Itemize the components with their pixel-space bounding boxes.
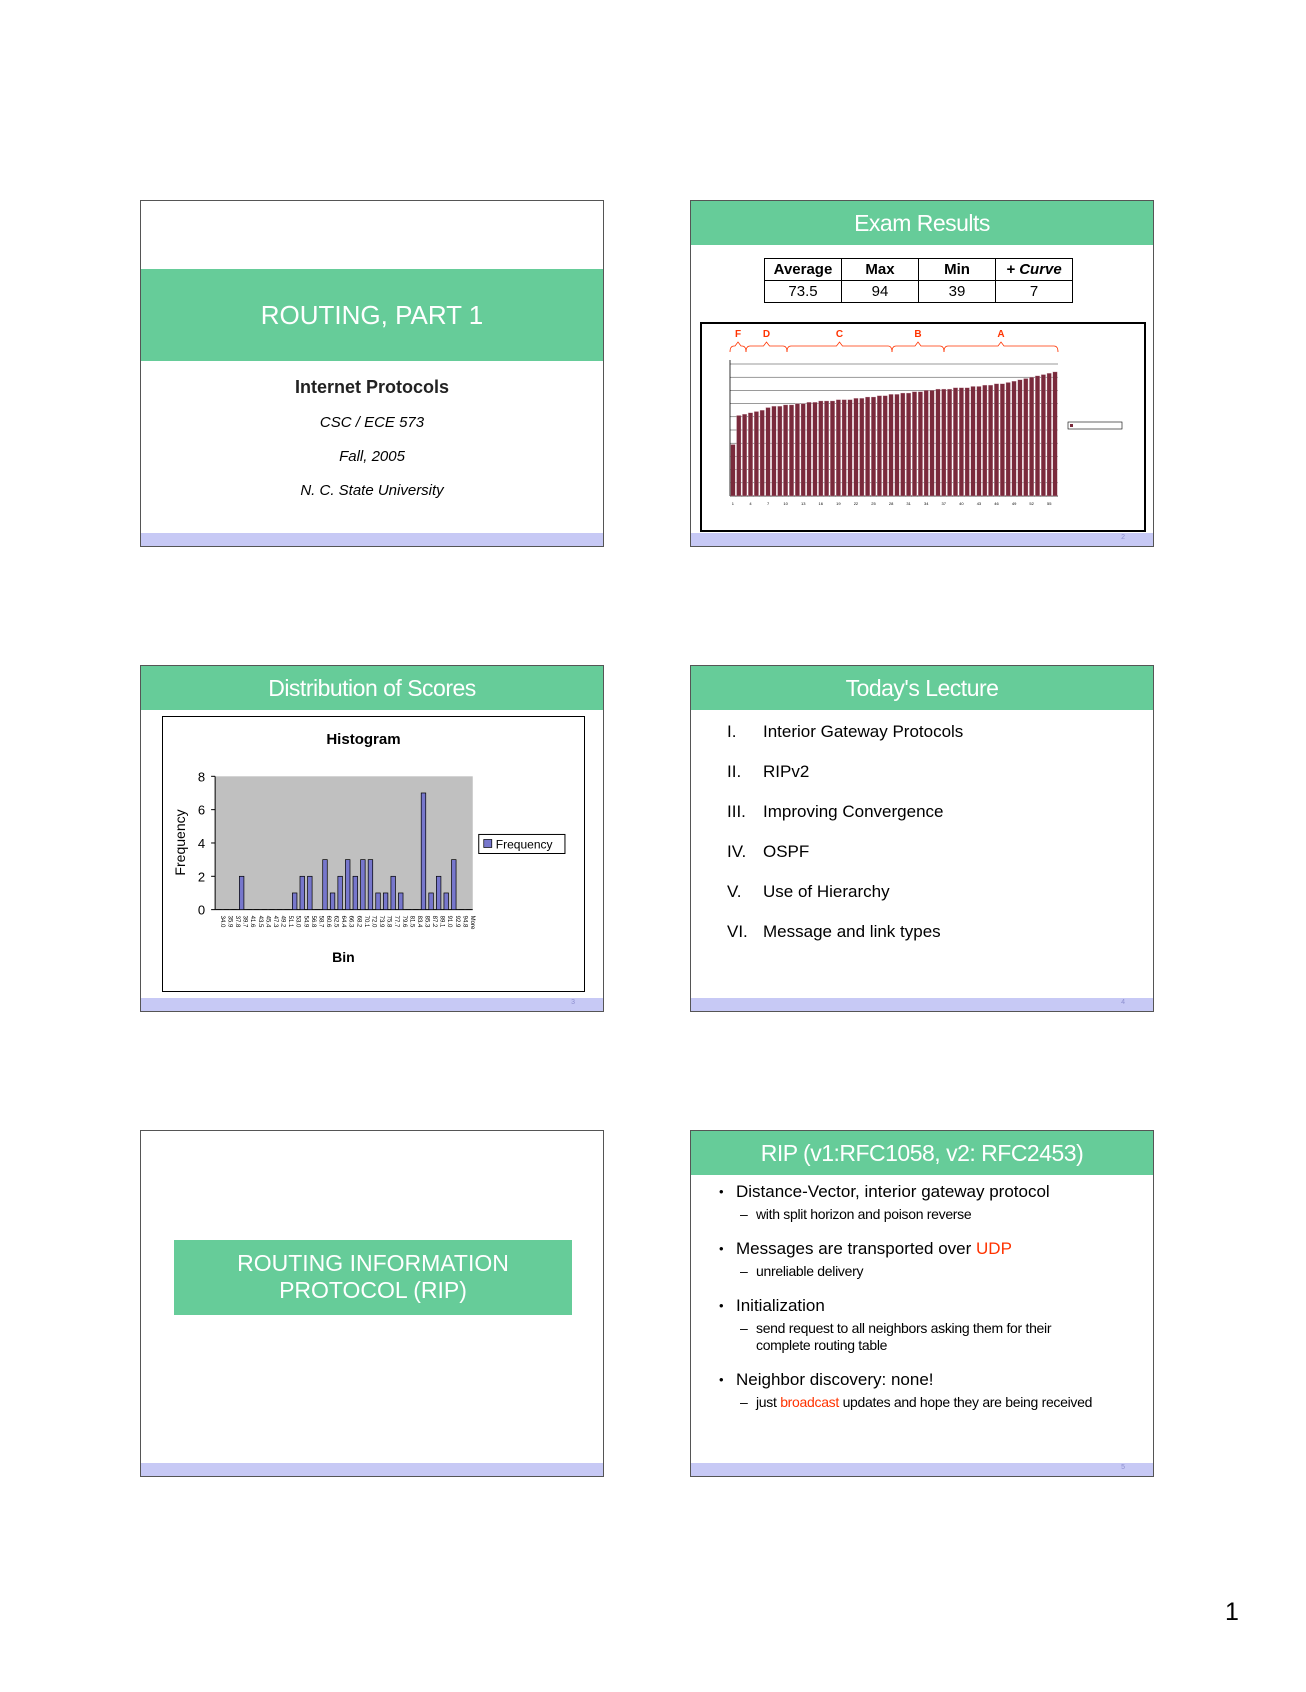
grade-label: C <box>835 329 844 340</box>
plot-area <box>215 776 473 909</box>
bullet-initialization: • Initialization <box>719 1295 1143 1317</box>
x-axis-label: Bin <box>332 948 355 965</box>
slide-footer <box>691 533 1153 546</box>
x-tick-label: 34.0 <box>218 915 225 928</box>
bullet-list <box>719 1181 1143 1411</box>
grade-label: A <box>997 329 1005 340</box>
grade-bracket <box>787 342 892 352</box>
histogram-bar <box>398 893 403 910</box>
x-tick-label: 91.0 <box>446 915 453 928</box>
x-tick-label: 92.9 <box>453 915 460 928</box>
score-bar <box>836 400 840 496</box>
slide-number: 4 <box>1121 999 1125 1006</box>
x-tick-label: 73.9 <box>378 915 385 928</box>
y-tick-label: 2 <box>197 869 206 885</box>
x-tick-label: 37.8 <box>234 915 241 928</box>
score-bar <box>953 388 957 496</box>
x-tick-label: 66.3 <box>347 915 354 928</box>
score-bar <box>778 406 782 496</box>
x-tick-label: 28 <box>888 501 894 506</box>
histogram-bar <box>376 893 381 910</box>
x-tick-label: 22 <box>853 501 859 506</box>
histogram-bar <box>421 793 426 910</box>
x-tick-label: 39.7 <box>241 915 248 928</box>
score-bar <box>1035 376 1039 496</box>
x-tick-label: 43 <box>976 501 982 506</box>
sub-bullet-text: just <box>756 1394 781 1410</box>
score-bar <box>801 404 805 496</box>
page-number: 1 <box>1225 1598 1239 1626</box>
score-bar <box>824 401 828 496</box>
score-bar <box>789 405 793 496</box>
slide-title-heading: ROUTING, PART 1 <box>141 269 603 361</box>
highlight-text: UDP <box>976 1239 1012 1258</box>
grade-bracket <box>892 342 944 352</box>
stats-header-average: Average <box>765 259 842 281</box>
score-bar <box>1012 381 1016 496</box>
score-bar <box>971 386 975 496</box>
histogram-bar <box>391 876 396 909</box>
x-tick-label: 45.4 <box>264 915 271 928</box>
course-code: CSC / ECE 573 <box>319 414 425 431</box>
stats-value-max: 94 <box>842 281 919 303</box>
slide-footer <box>691 998 1153 1011</box>
x-tick-label: 41.6 <box>249 915 256 928</box>
legend-box <box>1068 422 1122 429</box>
histogram-bar <box>452 860 457 910</box>
score-bar <box>783 405 787 496</box>
x-tick-label: 47.3 <box>271 915 278 928</box>
score-bar <box>988 385 992 496</box>
slide-footer <box>141 1463 603 1476</box>
outline-number: V. <box>727 882 742 901</box>
slide-todays-lecture <box>690 665 1154 1012</box>
score-bar <box>1006 382 1010 496</box>
histogram-bar <box>239 876 244 909</box>
slide-distribution <box>140 665 604 1012</box>
outline-item <box>727 922 963 962</box>
outline-number: VI. <box>727 922 748 941</box>
y-tick-label: 6 <box>197 802 206 818</box>
score-bar <box>983 385 987 496</box>
x-tick-label: 40 <box>959 501 964 506</box>
stats-value-min: 39 <box>919 281 996 303</box>
score-bar <box>1024 379 1028 496</box>
grade-bracket <box>730 342 746 352</box>
slide-number: 3 <box>571 999 575 1006</box>
stats-header-max: Max <box>842 259 919 281</box>
histogram-bar <box>338 876 343 909</box>
score-bar <box>871 397 875 496</box>
slide-title <box>140 200 604 547</box>
score-bar <box>1018 380 1022 496</box>
score-bar <box>865 397 869 496</box>
score-bar <box>1000 384 1004 496</box>
slide-heading: RIP (v1:RFC1058, v2: RFC2453) <box>691 1131 1153 1175</box>
highlight-text: broadcast <box>780 1394 839 1410</box>
score-bar <box>795 404 799 496</box>
bullet-neighbor-discovery: • Neighbor discovery: none! <box>719 1369 1143 1391</box>
x-tick-label: 55 <box>1046 501 1052 506</box>
grade-label: F <box>734 329 742 340</box>
x-tick-label: 75.8 <box>385 915 392 928</box>
grade-label: B <box>914 329 922 340</box>
x-tick-label: 79.6 <box>400 915 407 928</box>
university: N. C. State University <box>300 482 444 499</box>
score-bar <box>1053 372 1057 496</box>
x-tick-label: 19 <box>836 501 841 506</box>
stats-value-average: 73.5 <box>765 281 842 303</box>
x-tick-label: 7 <box>766 501 770 506</box>
outline-text: Improving Convergence <box>763 802 944 821</box>
histogram-bar <box>308 876 313 909</box>
x-tick-label: 72.0 <box>370 915 377 928</box>
x-tick-label: 85.3 <box>423 915 430 928</box>
outline-text: OSPF <box>763 842 810 861</box>
score-bar <box>959 388 963 496</box>
score-bar <box>754 412 758 496</box>
score-bar <box>854 398 858 496</box>
section-title-line2: PROTOCOL (RIP) <box>279 1277 467 1303</box>
x-tick-label: 10 <box>783 501 788 506</box>
stats-header-row <box>765 259 1073 281</box>
x-tick-label: 4 <box>749 501 752 506</box>
x-tick-label: 49 <box>1011 501 1017 506</box>
score-bar <box>889 394 893 496</box>
x-tick-label: 37 <box>941 501 947 506</box>
histogram-bar <box>330 893 335 910</box>
score-bar <box>772 406 776 496</box>
stats-header-curve: + Curve <box>996 259 1073 281</box>
score-bar <box>994 384 998 496</box>
x-tick-label: 46 <box>994 501 999 506</box>
outline-text: RIPv2 <box>763 762 810 781</box>
outline-item <box>727 802 963 842</box>
score-bar <box>930 390 934 496</box>
outline-item <box>727 842 963 882</box>
score-bar <box>742 414 746 496</box>
outline-text: Message and link types <box>763 922 941 941</box>
score-bar <box>731 445 735 496</box>
histogram-bar <box>368 860 373 910</box>
slide-rip-overview <box>690 1130 1154 1477</box>
x-tick-label: 49.2 <box>279 915 286 928</box>
x-tick-label: 34 <box>923 501 929 506</box>
x-tick-label: 13 <box>800 501 806 506</box>
histogram-bar <box>444 893 449 910</box>
score-bar <box>760 410 764 496</box>
y-tick-label: 4 <box>197 835 206 851</box>
slide-heading: Distribution of Scores <box>141 666 603 710</box>
score-bar <box>1041 375 1045 496</box>
histogram-bar <box>436 876 441 909</box>
bullet-messages <box>719 1238 1143 1260</box>
histogram-bar <box>323 860 328 910</box>
score-bar <box>830 401 834 496</box>
score-bar <box>877 396 881 496</box>
legend-label: Frequency <box>495 837 553 852</box>
histogram-bar <box>345 860 350 910</box>
outline-number: I. <box>727 722 737 741</box>
semester: Fall, 2005 <box>339 448 405 465</box>
x-tick-label: 77.7 <box>393 915 400 928</box>
score-bar <box>977 386 981 496</box>
score-bar <box>737 415 741 496</box>
x-tick-label: 25 <box>871 501 876 506</box>
sub-bullet: – with split horizon and poison reverse <box>719 1206 1143 1223</box>
x-tick-label: More <box>468 915 475 930</box>
x-tick-label: 58.7 <box>317 915 324 928</box>
outline-item <box>727 762 963 802</box>
score-bar <box>1047 373 1051 496</box>
score-bar <box>906 393 910 496</box>
legend-swatch <box>484 839 492 847</box>
x-tick-label: 35.9 <box>226 915 233 928</box>
x-tick-label: 68.2 <box>355 915 362 928</box>
grade-bracket <box>944 342 1058 352</box>
score-bar <box>813 402 817 496</box>
outline-item <box>727 882 963 922</box>
score-bar <box>918 392 922 496</box>
slide-footer <box>691 1463 1153 1476</box>
exam-scores-chart <box>700 322 1146 532</box>
bullet-distance-vector: • Distance-Vector, interior gateway protocol <box>719 1181 1143 1203</box>
score-bar <box>842 400 846 496</box>
score-bar <box>936 389 940 496</box>
x-tick-label: 31 <box>906 501 911 506</box>
score-bar <box>912 392 916 496</box>
sub-bullet <box>719 1394 1103 1411</box>
x-tick-label: 16 <box>818 501 824 506</box>
score-bar <box>947 389 951 496</box>
histogram-bar <box>300 876 305 909</box>
slide-number: 5 <box>1121 1464 1125 1471</box>
x-tick-label: 53.0 <box>294 915 301 928</box>
histogram-chart <box>162 716 585 992</box>
outline-number: III. <box>727 802 746 821</box>
score-bar <box>965 388 969 496</box>
score-bar <box>942 389 946 496</box>
x-tick-label: 89.1 <box>438 915 445 928</box>
lecture-outline <box>727 722 963 962</box>
score-bar <box>748 413 752 496</box>
slide-footer <box>141 533 603 546</box>
legend-swatch <box>1070 424 1073 427</box>
course-name: Internet Protocols <box>294 377 450 397</box>
outline-number: II. <box>727 762 742 781</box>
slide-footer <box>141 998 603 1011</box>
section-title-line1: ROUTING INFORMATION <box>237 1250 509 1276</box>
score-bar <box>819 401 823 496</box>
sub-bullet: – send request to all neighbors asking them for their complete routing table <box>719 1320 1103 1354</box>
histogram-bar <box>292 893 297 910</box>
x-tick-label: 51.1 <box>287 915 294 928</box>
sub-bullet: – unreliable delivery <box>719 1263 1143 1280</box>
x-tick-label: 83.4 <box>415 915 422 928</box>
score-bar <box>895 394 899 496</box>
stats-value-curve: 7 <box>996 281 1073 303</box>
x-tick-label: 81.5 <box>408 915 415 928</box>
score-bar <box>766 408 770 496</box>
score-bar <box>860 398 864 496</box>
y-tick-label: 0 <box>197 902 206 918</box>
histogram-bar <box>383 893 388 910</box>
x-tick-label: 43.5 <box>256 915 263 928</box>
grade-label: D <box>762 329 771 340</box>
stats-value-row <box>765 281 1073 303</box>
grade-bracket <box>746 342 787 352</box>
sub-bullet-text: updates and hope they are being received <box>838 1394 1093 1410</box>
y-tick-label: 8 <box>197 769 206 785</box>
x-tick-label: 54.9 <box>302 915 309 928</box>
x-tick-label: 87.2 <box>431 915 438 928</box>
score-bar <box>1029 377 1033 496</box>
outline-text: Use of Hierarchy <box>763 882 890 901</box>
slide-number: 2 <box>1121 534 1125 541</box>
stats-header-min: Min <box>919 259 996 281</box>
x-tick-label: 94.8 <box>461 915 468 928</box>
slide-heading: Today's Lecture <box>691 666 1153 710</box>
score-bar <box>924 390 928 496</box>
x-tick-label: 64.4 <box>340 915 347 928</box>
x-tick-label: 1 <box>731 501 735 506</box>
section-title-box <box>174 1240 572 1315</box>
score-bar <box>807 402 811 496</box>
x-tick-label: 52 <box>1029 501 1034 506</box>
histogram-bar <box>429 893 434 910</box>
x-tick-label: 62.5 <box>332 915 339 928</box>
slide-heading: Exam Results <box>691 201 1153 245</box>
x-tick-label: 70.1 <box>362 915 369 928</box>
stats-table <box>764 258 1073 303</box>
x-tick-label: 60.6 <box>324 915 331 928</box>
y-axis-label: Frequency <box>172 809 189 876</box>
slide-section-rip <box>140 1130 604 1477</box>
x-tick-label: 56.8 <box>309 915 316 928</box>
score-bar <box>901 393 905 496</box>
histogram-bar <box>361 860 366 910</box>
outline-number: IV. <box>727 842 747 861</box>
outline-item <box>727 722 963 762</box>
score-bar <box>848 400 852 496</box>
chart-title: Histogram <box>326 731 401 749</box>
histogram-bar <box>353 876 358 909</box>
score-bar <box>883 396 887 496</box>
outline-text: Interior Gateway Protocols <box>763 722 964 741</box>
bullet-text: Messages are transported over <box>736 1239 977 1258</box>
slide-exam-results <box>690 200 1154 547</box>
